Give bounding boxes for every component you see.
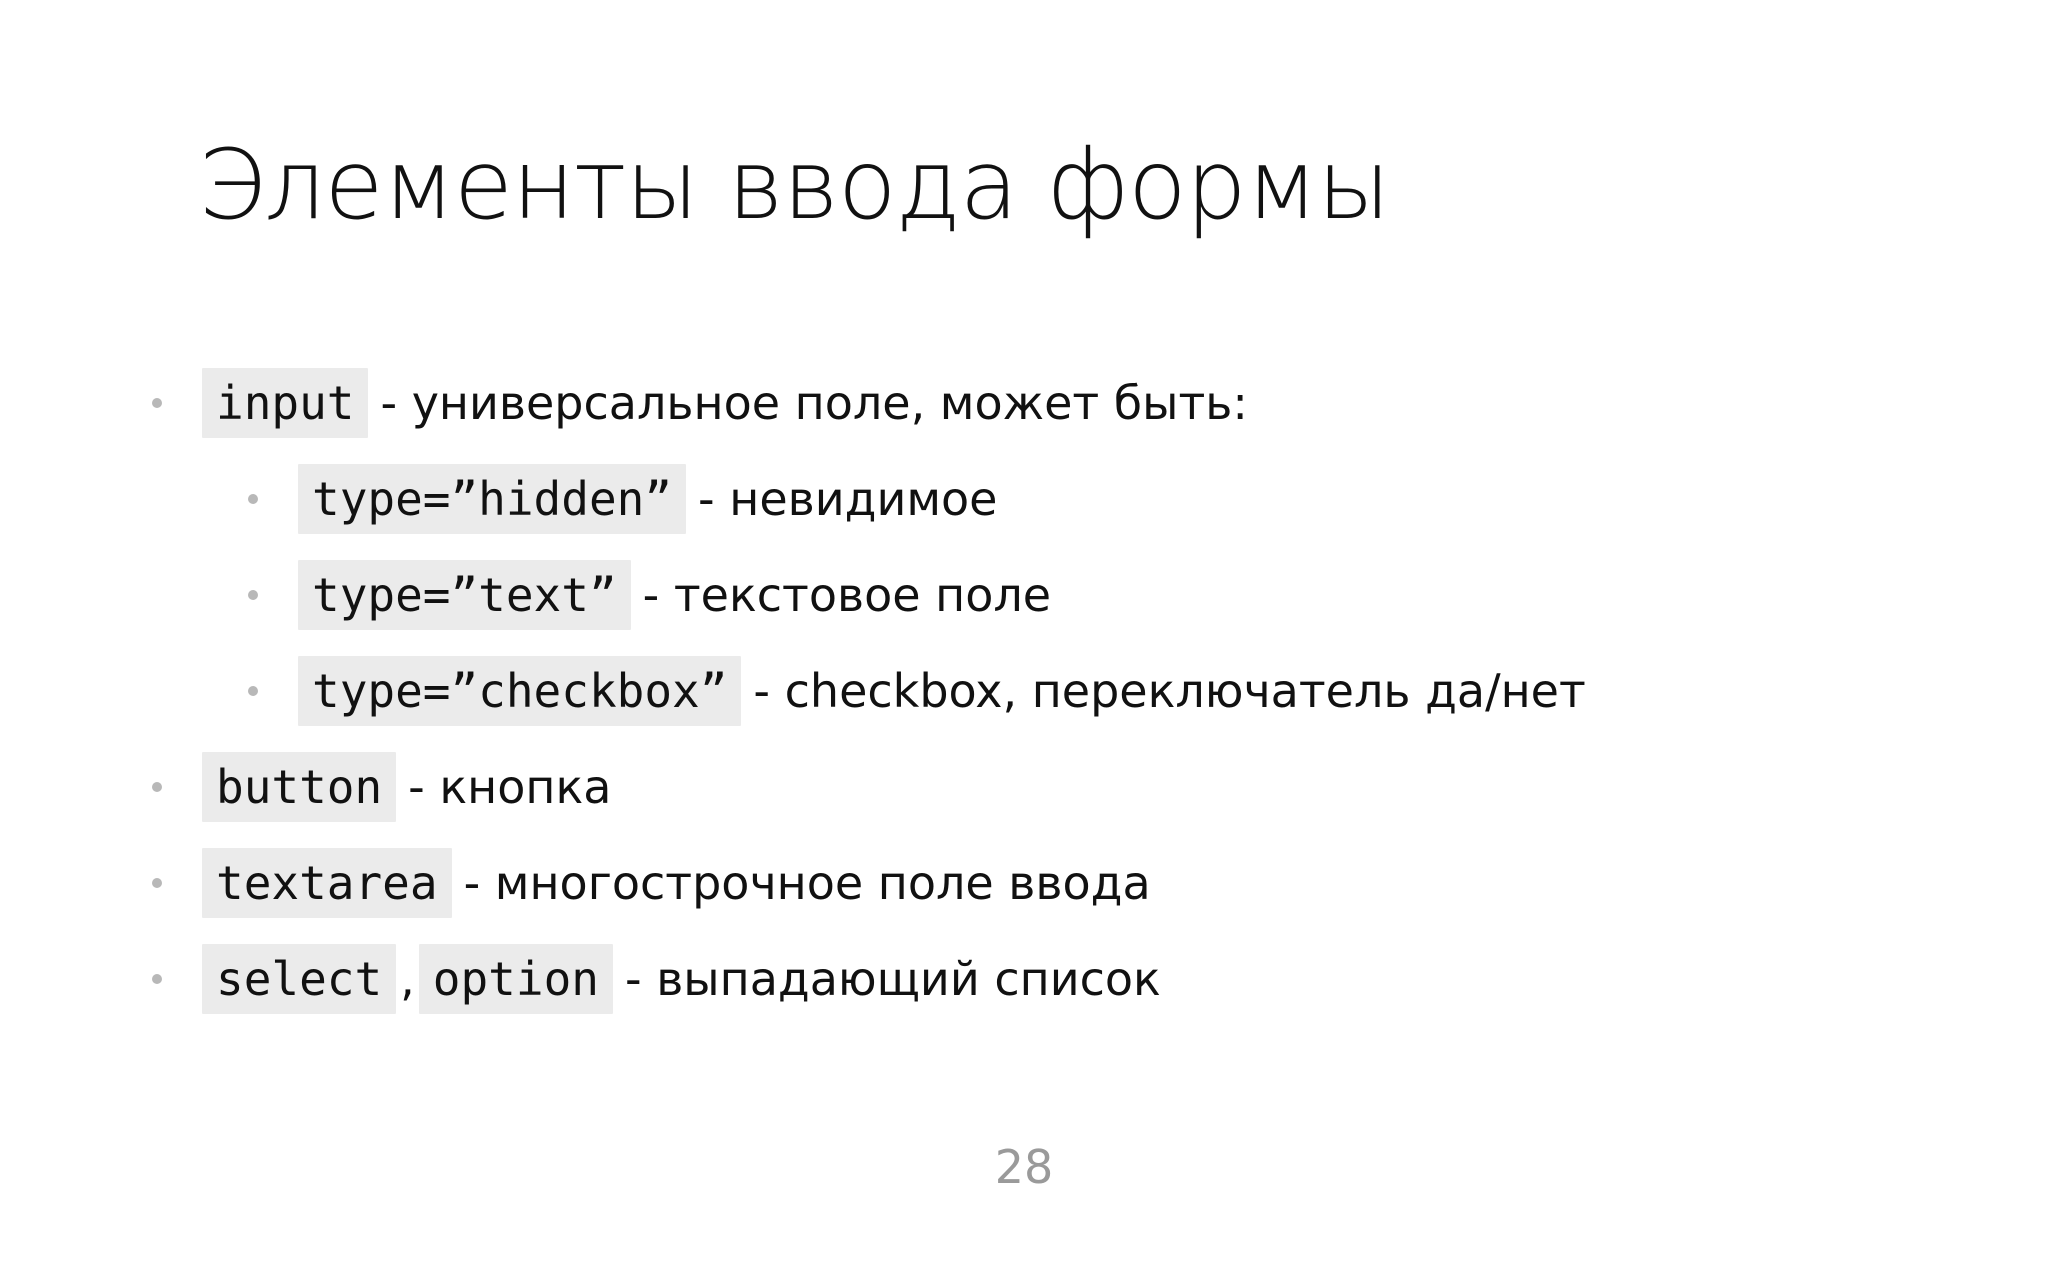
separator: ,: [400, 952, 415, 1006]
bullet-marker: [152, 782, 162, 792]
code-snippet: textarea: [202, 848, 452, 918]
bullet-item-input: [202, 368, 1248, 438]
code-snippet: type=”hidden”: [298, 464, 686, 534]
sub-bullet-marker: [248, 590, 258, 600]
code-snippet: button: [202, 752, 396, 822]
bullet-text: - многострочное поле ввода: [463, 856, 1151, 910]
bullet-text: - универсальное поле, может быть:: [380, 376, 1248, 430]
bullet-item-select: [202, 944, 1161, 1014]
bullet-item-textarea: [202, 848, 1151, 918]
bullet-marker: [152, 974, 162, 984]
sub-bullet-item-checkbox: [298, 656, 1586, 726]
bullet-text: - невидимое: [698, 472, 998, 526]
sub-bullet-marker: [248, 494, 258, 504]
code-snippet: option: [419, 944, 613, 1014]
code-snippet: type=”checkbox”: [298, 656, 741, 726]
bullet-text: - текстовое поле: [642, 568, 1052, 622]
slide-title: Элементы ввода формы: [198, 129, 1390, 241]
bullet-marker: [152, 398, 162, 408]
code-snippet: input: [202, 368, 368, 438]
page-number: 28: [994, 1140, 1054, 1194]
sub-bullet-item-hidden: [298, 464, 997, 534]
bullet-text: - выпадающий список: [624, 952, 1161, 1006]
bullet-text: - checkbox, переключатель да/нет: [753, 664, 1586, 718]
bullet-text: - кнопка: [408, 760, 612, 814]
sub-bullet-marker: [248, 686, 258, 696]
code-snippet: type=”text”: [298, 560, 631, 630]
sub-bullet-item-text: [298, 560, 1051, 630]
bullet-marker: [152, 878, 162, 888]
bullet-item-button: [202, 752, 611, 822]
code-snippet: select: [202, 944, 396, 1014]
